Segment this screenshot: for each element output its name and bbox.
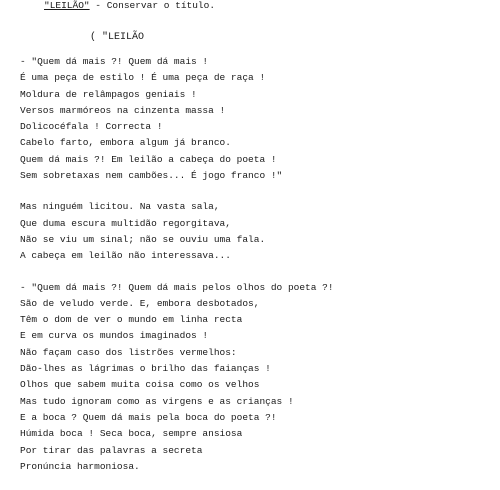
poem-line: Não façam caso dos listrões vermelhos: (20, 346, 237, 358)
poem-line: - "Quem dá mais ?! Quem dá mais pelos olhos do poeta ?! (20, 281, 334, 293)
poem-line: Moldura de relâmpagos geniais ! (20, 88, 197, 100)
poem-line: Versos marmóreos na cinzenta massa ! (20, 104, 226, 116)
poem-line: Não se viu um sinal; não se ouviu uma fala. (20, 233, 266, 245)
poem-line: Olhos que sabem muita coisa como os velhos (20, 379, 260, 391)
poem-line: Pronúncia harmoniosa. (20, 460, 140, 472)
poem-line: Quem dá mais ?! Em leilão a cabeça do poeta ! (20, 153, 277, 165)
poem-line: Que duma escura multidão regorgitava, (20, 217, 231, 229)
stanza-2 (20, 199, 334, 264)
poem-line: Cabelo farto, embora algum já branco. (20, 137, 231, 149)
poem-heading: ( "LEILÃO (90, 32, 145, 43)
poem-line: - "Quem dá mais ?! Quem dá mais ! (20, 56, 209, 67)
poem-line: Dão-lhes as lágrimas o brilho das faianças ! (20, 363, 271, 375)
poem-line: Têm o dom de ver o mundo em linha recta (20, 314, 243, 326)
poem-line: Dolicocéfala ! Correcta ! (20, 121, 163, 133)
poem-line: Por tirar das palavras a secreta (20, 444, 203, 456)
stanza-3 (20, 280, 334, 476)
note-underlined-title: "LEILÃO" (44, 0, 90, 11)
poem-line: Mas ninguém licitou. Na vasta sala, (20, 201, 220, 213)
poem-line: E em curva os mundos imaginados ! (20, 330, 209, 342)
title-note (44, 0, 215, 12)
poem-line: São de veludo verde. E, embora desbotados, (20, 297, 260, 309)
poem-line: Mas tudo ignoram como as virgens e as crianças ! (20, 395, 294, 407)
note-instruction: - Conservar o título. (89, 0, 216, 11)
poem-line: E a boca ? Quem dá mais pela boca do poeta ?! (20, 411, 277, 423)
poem-line: É uma peça de estilo ! É uma peça de raça ! (20, 72, 266, 84)
stanza-1 (20, 54, 334, 184)
poem-body (20, 54, 334, 475)
stanza-gap (20, 265, 334, 280)
poem-line: Húmida boca ! Seca boca, sempre ansiosa (20, 428, 243, 440)
stanza-gap (20, 184, 334, 199)
poem-line: Sem sobretaxas nem cambões... É jogo franco !" (20, 170, 283, 182)
poem-line: A cabeça em leilão não interessava... (20, 250, 231, 262)
